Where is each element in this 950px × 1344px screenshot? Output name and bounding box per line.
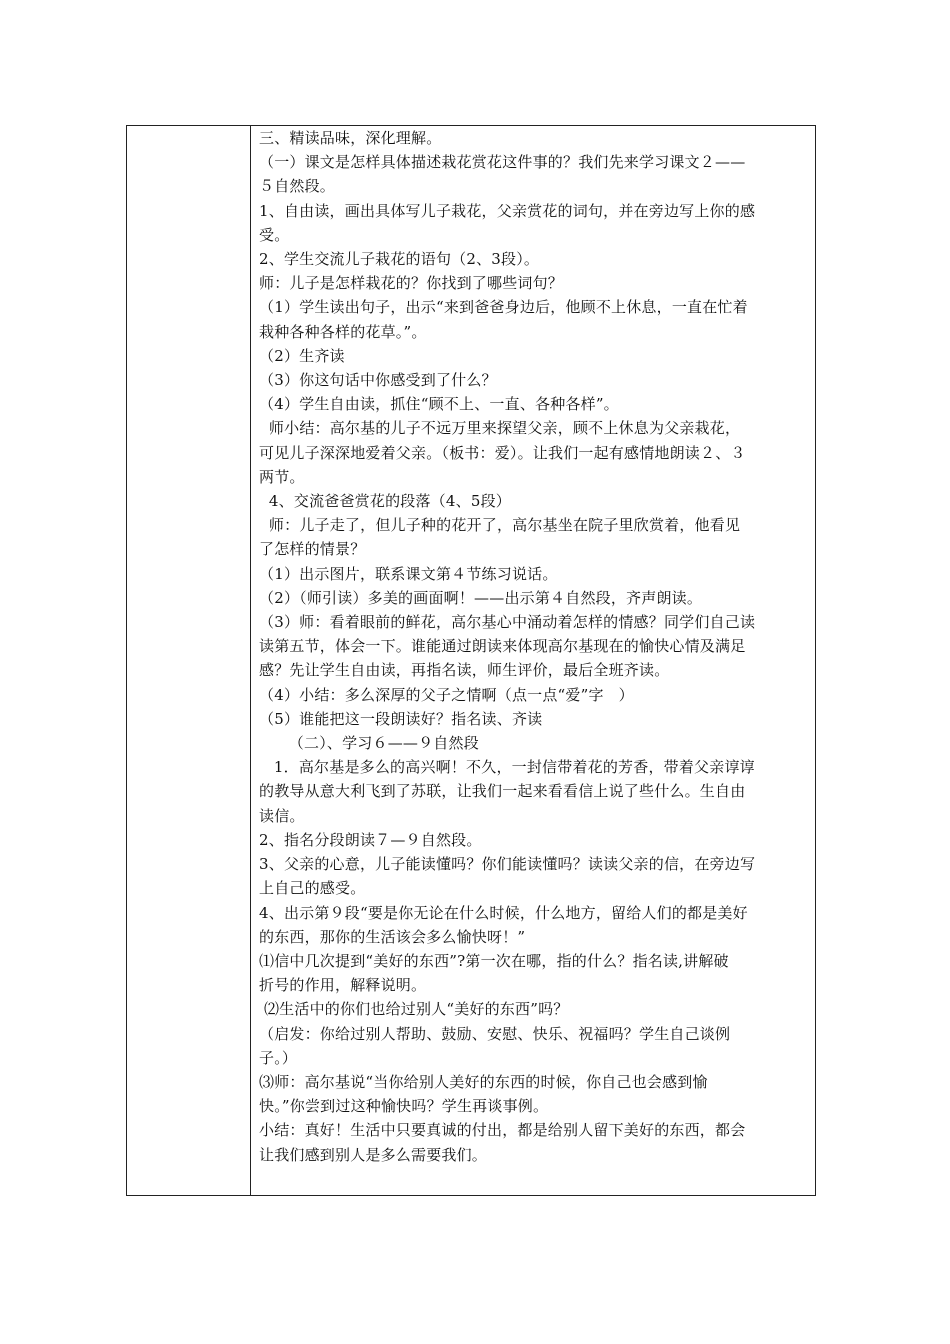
text-line: （二）、学习６——９自然段 — [259, 734, 479, 753]
text-line: 4、交流爸爸赏花的段落（4、5段） — [259, 492, 511, 511]
text-line: （2）生齐读 — [259, 346, 345, 365]
text-line: ⑵生活中的你们也给过别人“美好的东西”吗？ — [259, 1000, 569, 1019]
text-line: ５自然段。 — [259, 177, 336, 196]
text-line: 折号的作用，解释说明。 — [259, 976, 427, 995]
text-line: 4、出示第９段“要是你无论在什么时候，什么地方，留给人们的都是美好 — [259, 903, 748, 922]
lesson-table — [126, 125, 816, 1196]
text-line: 师小结：高尔基的儿子不远万里来探望父亲，顾不上休息为父亲栽花， — [259, 419, 741, 438]
text-line: 小结：真好！生活中只要真诚的付出，都是给别人留下美好的东西，都会 — [259, 1121, 746, 1140]
text-line: （5）谁能把这一段朗读好？指名读、齐读 — [259, 709, 543, 728]
text-line: （1）学生读出句子，出示“来到爸爸身边后，他顾不上休息，一直在忙着 — [259, 298, 748, 317]
text-line: ⑴信中几次提到“美好的东西”?第一次在哪，指的什么？指名读,讲解破 — [259, 951, 729, 970]
text-line: （1）出示图片，联系课文第４节练习说话。 — [259, 564, 558, 583]
text-line: 让我们感到别人是多么需要我们。 — [259, 1145, 488, 1164]
text-line: 师：儿子是怎样栽花的？你找到了哪些词句？ — [259, 274, 564, 293]
text-line: （3）你这句话中你感受到了什么？ — [259, 371, 497, 390]
text-line: 栽种各种各样的花草。”。 — [259, 322, 427, 341]
text-line: 快。”你尝到过这种愉快吗？学生再谈事例。 — [259, 1097, 549, 1116]
text-line: （一）课文是怎样具体描述栽花赏花这件事的？我们先来学习课文２—— — [259, 153, 746, 172]
text-line: 1．高尔基是多么的高兴啊！不久，一封信带着花的芳香，带着父亲谆谆 — [259, 758, 755, 777]
text-line: 2、指名分段朗读７—９自然段。 — [259, 830, 482, 849]
table-left-cell — [127, 126, 251, 1195]
text-line: ⑶师：高尔基说“当你给别人美好的东西的时候，你自己也会感到愉 — [259, 1072, 708, 1091]
text-line: 1、自由读，画出具体写儿子栽花，父亲赏花的词句，并在旁边写上你的感 — [259, 201, 756, 220]
table-right-cell — [251, 126, 815, 1195]
text-line: 受。 — [259, 225, 290, 244]
text-line: 可见儿子深深地爱着父亲。（板书：爱）。让我们一起有感情地朗读２、３ — [259, 443, 746, 462]
text-line: （启发：你给过别人帮助、鼓励、安慰、快乐、祝福吗？学生自己谈例 — [259, 1024, 731, 1043]
text-line: （4）学生自由读，抓住“顾不上、一直、各种各样”。 — [259, 395, 619, 414]
text-line: 读第五节，体会一下。谁能通过朗读来体现高尔基现在的愉快心情及满足 — [259, 637, 746, 656]
text-line: 感？先让学生自由读，再指名读，师生评价，最后全班齐读。 — [259, 661, 670, 680]
lesson-text — [259, 126, 803, 1167]
text-line: 读信。 — [259, 806, 305, 825]
text-line: 子。） — [259, 1048, 298, 1067]
text-line: 上自己的感受。 — [259, 879, 366, 898]
text-line: 两节。 — [259, 467, 305, 486]
text-line: （4）小结：多么深厚的父子之情啊（点一点“爱”字 ） — [259, 685, 634, 704]
text-line: 的东西，那你的生活该会多么愉快呀！” — [259, 927, 526, 946]
text-line: 2、学生交流儿子栽花的语句（2、3段）。 — [259, 250, 540, 269]
text-line: 师：儿子走了，但儿子种的花开了，高尔基坐在院子里欣赏着，他看见 — [259, 516, 741, 535]
text-line: （3）师：看着眼前的鲜花，高尔基心中涌动着怎样的情感？同学们自己读 — [259, 613, 756, 632]
text-line: （2）（师引读）多美的画面啊！——出示第４自然段，齐声朗读。 — [259, 588, 703, 607]
text-line: 了怎样的情景？ — [259, 540, 366, 559]
text-line: 三、精读品味，深化理解。 — [259, 129, 442, 147]
text-line: 3、父亲的心意，儿子能读懂吗？你们能读懂吗？读读父亲的信，在旁边写 — [259, 855, 756, 874]
text-line: 的教导从意大利飞到了苏联，让我们一起来看看信上说了些什么。生自由 — [259, 782, 746, 801]
